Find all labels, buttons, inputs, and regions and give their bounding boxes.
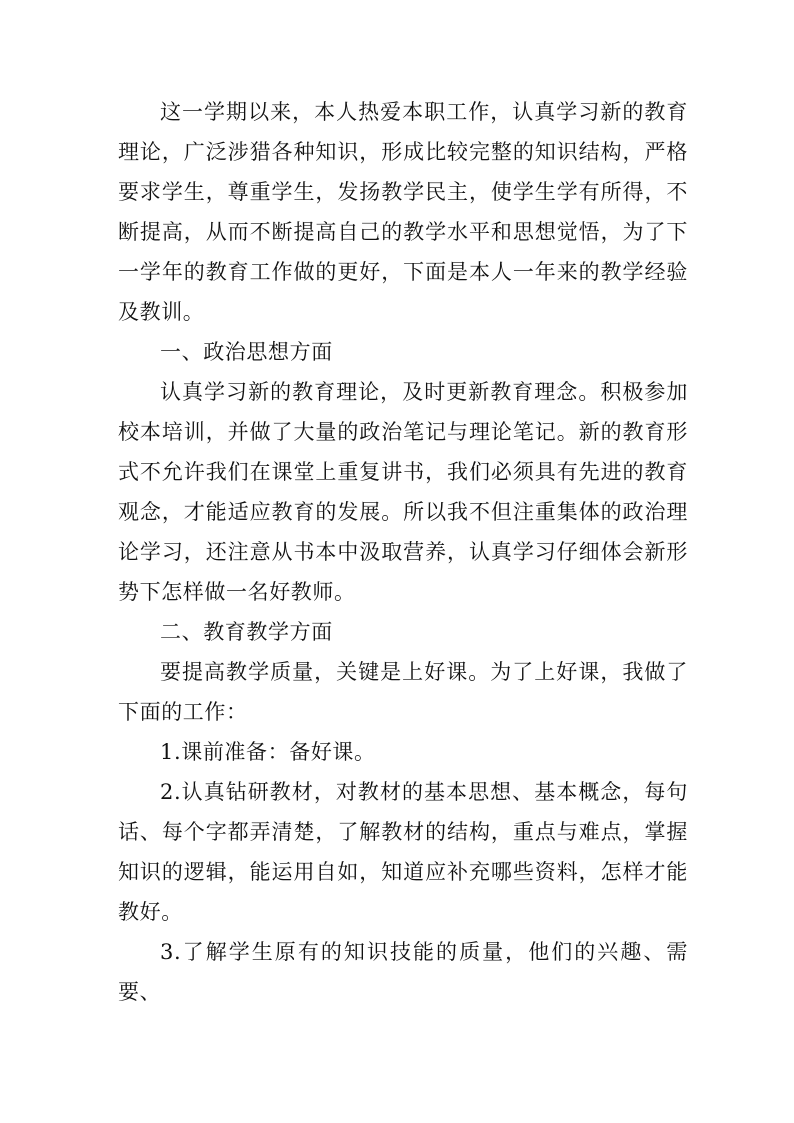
section-heading-politics: 一、政治思想方面 xyxy=(160,340,333,364)
document-body xyxy=(118,92,688,1012)
list-item-2: 2.认真钻研教材，对教材的基本思想、基本概念，每句话、每个字都弄清楚，了解教材的结构，重点与难点，掌握知识的逻辑，能运用自如，知道应补充哪些资料，怎样才能教好。 xyxy=(118,780,688,924)
section-heading-teaching: 二、教育教学方面 xyxy=(160,620,333,644)
list-item-1: 1.课前准备：备好课。 xyxy=(160,740,376,764)
paragraph-intro: 这一学期以来，本人热爱本职工作，认真学习新的教育理论，广泛涉猎各种知识，形成比较完整的知识结构，严格要求学生，尊重学生，发扬教学民主，使学生学有所得，不断提高，从而不断提高自己的教学水平和思想觉悟，为了下一学年的教育工作做的更好，下面是本人一年来的教学经验及教训。 xyxy=(118,100,688,324)
paragraph-teaching: 要提高教学质量，关键是上好课。为了上好课，我做了下面的工作： xyxy=(118,660,688,724)
list-item-3: 3.了解学生原有的知识技能的质量，他们的兴趣、需要、 xyxy=(118,940,688,1004)
paragraph-politics: 认真学习新的教育理论，及时更新教育理念。积极参加校本培训，并做了大量的政治笔记与理论笔记。新的教育形式不允许我们在课堂上重复讲书，我们必须具有先进的教育观念，才能适应教育的发展。所以我不但注重集体的政治理论学习，还注意从书本中汲取营养，认真学习仔细体会新形势下怎样做一名好教师。 xyxy=(118,380,688,604)
